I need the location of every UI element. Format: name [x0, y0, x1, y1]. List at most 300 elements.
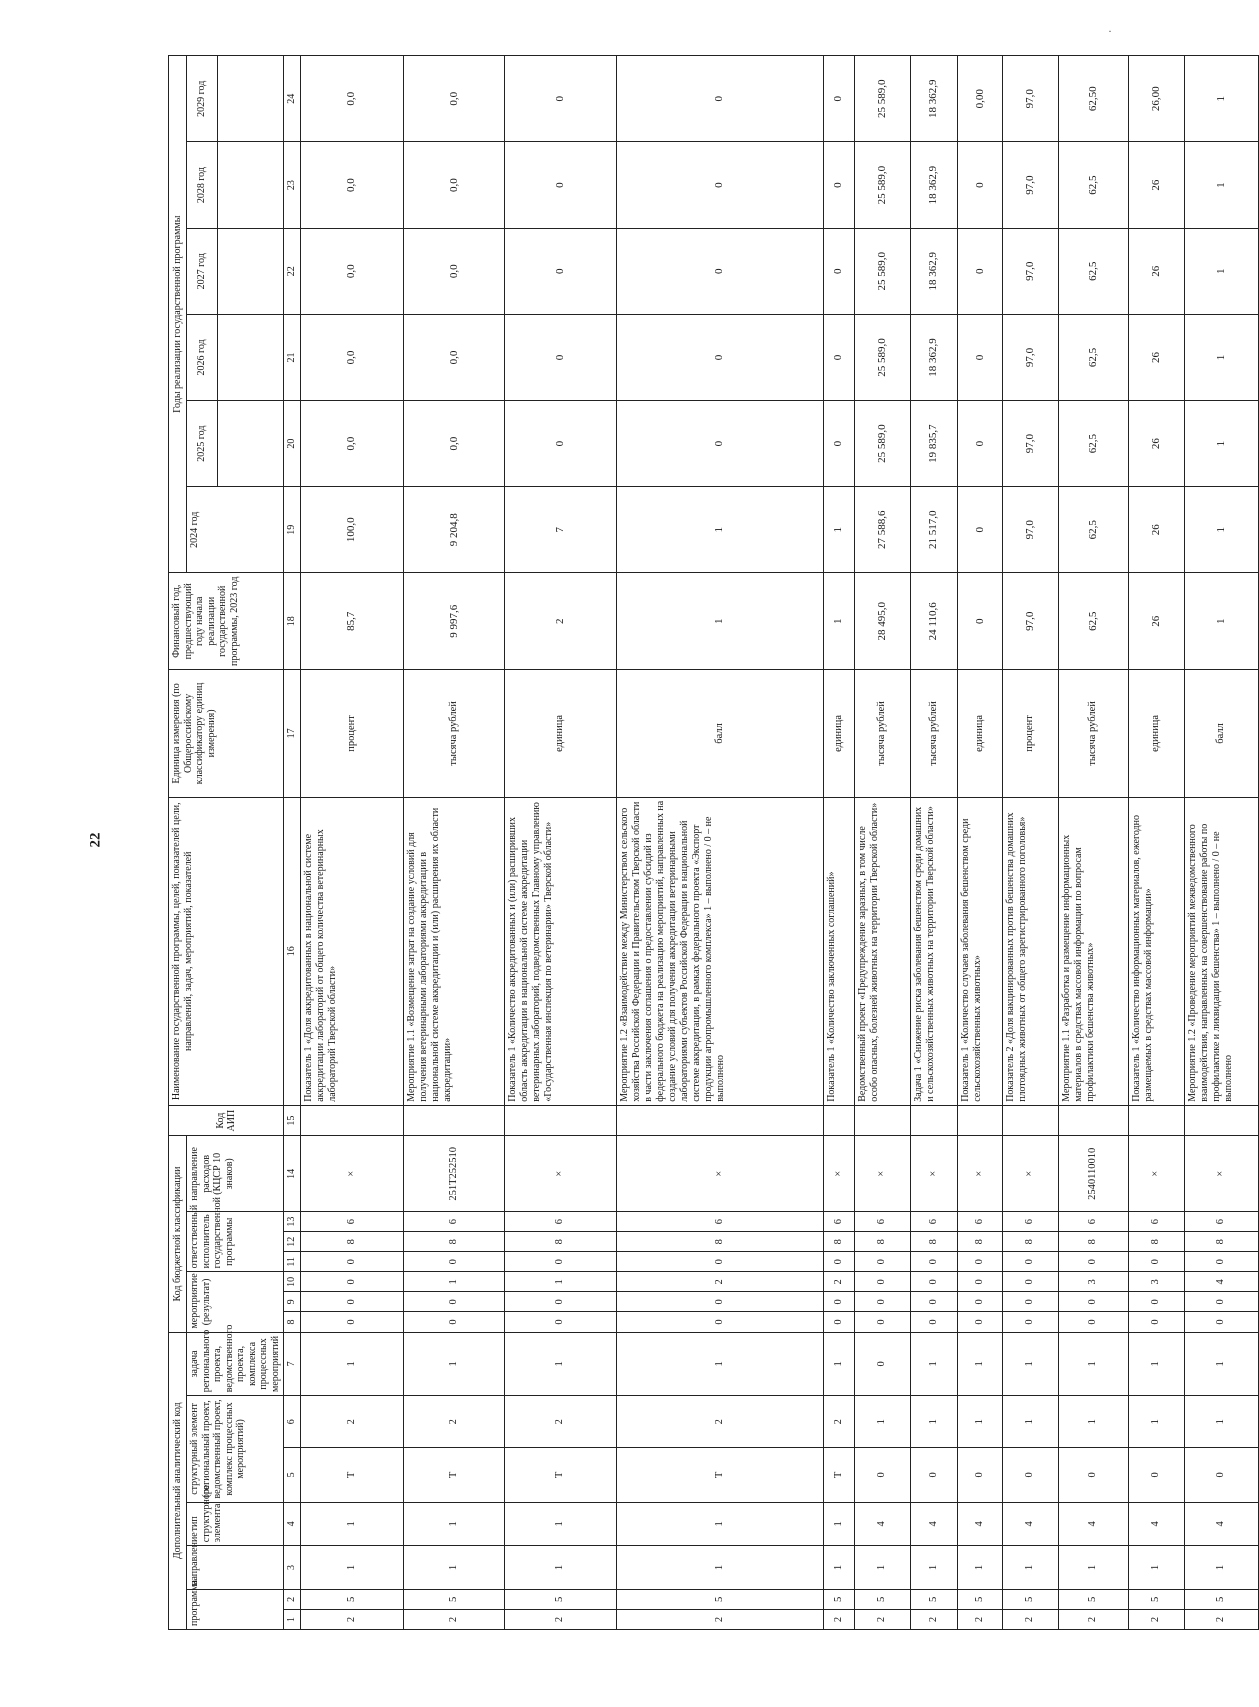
row-unit: тысяча рублей [404, 670, 505, 798]
code-cell: 2 [854, 1609, 910, 1629]
column-number: 20 [284, 401, 301, 487]
row-name: Показатель 1 «Количество случаев заболевания бешенством среди сельскохозяйственных животных» [958, 797, 1003, 1105]
code-cell: 8 [404, 1232, 505, 1252]
year-value-cell: 0 [616, 228, 823, 314]
code-cell [1002, 1105, 1058, 1136]
code-cell: 4 [1128, 1502, 1184, 1546]
year-value-cell: 0 [823, 228, 854, 314]
header-year-2028: 2028 год [187, 142, 218, 228]
table-row [823, 56, 854, 1630]
code-cell: 0 [958, 1252, 1003, 1272]
column-number: 2 [284, 1589, 301, 1609]
code-cell: 0 [958, 1312, 1003, 1332]
code-cell: 6 [300, 1212, 404, 1232]
header-direction: направление [187, 1546, 284, 1590]
code-cell: 1 [854, 1546, 910, 1590]
code-cell: 2 [823, 1272, 854, 1292]
code-cell: 0 [1128, 1252, 1184, 1272]
year-value-cell: 2 [504, 573, 616, 670]
code-cell: 0 [300, 1312, 404, 1332]
code-cell: 2 [616, 1272, 823, 1292]
code-cell: × [1184, 1136, 1258, 1212]
year-value-cell: 0 [504, 142, 616, 228]
year-value-cell: 27 588,6 [854, 487, 910, 573]
code-cell: 0 [616, 1292, 823, 1312]
row-name: Ведомственный проект «Предупреждение заразных, в том числе особо опасных, болезней животных на территории Тверской области» [854, 797, 910, 1105]
column-number: 9 [284, 1292, 301, 1312]
year-value-cell: 0 [823, 314, 854, 400]
year-value-cell: 26 [1128, 228, 1184, 314]
year-value-cell: 1 [823, 573, 854, 670]
year-value-cell: 1 [1184, 314, 1258, 400]
row-unit: тысяча рублей [854, 670, 910, 798]
row-name: Показатель 1 «Количество заключенных соглашений» [823, 797, 854, 1105]
code-cell: 2 [404, 1396, 505, 1448]
code-cell: 1 [958, 1546, 1003, 1590]
code-cell: 2540110010 [1058, 1136, 1128, 1212]
row-name: Показатель 2 «Доля вакцинированных против бешенства домашних плотоядных животных от общего зарегистрированного поголовья» [1002, 797, 1058, 1105]
header-budget-code: Код бюджетной классификации [169, 1136, 187, 1332]
code-cell: 0 [854, 1292, 910, 1312]
code-cell: 0 [404, 1312, 505, 1332]
year-value-cell: 62,5 [1058, 228, 1128, 314]
row-name: Мероприятие 1.1 «Разработка и размещение информационных материалов в средствах массовой информации по вопросам профилактики бешенства животных» [1058, 797, 1128, 1105]
code-cell: 0 [1058, 1252, 1128, 1272]
code-cell: 0 [823, 1312, 854, 1332]
code-cell: 0 [404, 1292, 505, 1312]
header-year-2024: 2024 год [187, 487, 284, 573]
code-cell: 1 [300, 1332, 404, 1396]
code-cell: 8 [1184, 1232, 1258, 1252]
header-struct-type: тип структурного элемента [187, 1502, 284, 1546]
code-cell: 0 [1128, 1312, 1184, 1332]
code-cell: 0 [1058, 1292, 1128, 1312]
row-unit: тысяча рублей [1058, 670, 1128, 798]
code-cell: 2 [404, 1609, 505, 1629]
row-name: Мероприятие 1.1 «Возмещение затрат на создание условий для получения ветеринарными лабораториями аккредитации в национальной системе аккредитации и (или) расширения их области аккредитации» [404, 797, 505, 1105]
code-cell: 1 [1002, 1396, 1058, 1448]
year-value-cell: 0 [504, 228, 616, 314]
table-row [1184, 56, 1258, 1630]
code-cell: 1 [1128, 1332, 1184, 1396]
code-cell [1128, 1105, 1184, 1136]
code-cell: 0 [1128, 1292, 1184, 1312]
code-cell: 5 [616, 1589, 823, 1609]
year-value-cell: 0,0 [404, 56, 505, 143]
code-cell: 8 [1128, 1232, 1184, 1252]
year-value-cell: 1 [823, 487, 854, 573]
column-number: 17 [284, 670, 301, 798]
code-cell: 0 [854, 1448, 910, 1502]
year-value-cell: 1 [616, 487, 823, 573]
code-cell: 5 [1002, 1589, 1058, 1609]
code-cell: Т [300, 1448, 404, 1502]
year-value-cell: 26 [1128, 142, 1184, 228]
code-cell: 5 [1058, 1589, 1128, 1609]
code-cell: 0 [910, 1252, 958, 1272]
year-value-cell: 0 [616, 56, 823, 143]
year-value-cell: 0 [958, 487, 1003, 573]
year-value-cell: 0,0 [300, 56, 404, 143]
year-value-cell: 21 517,0 [910, 487, 958, 573]
code-cell: 4 [1184, 1272, 1258, 1292]
code-cell: 6 [1184, 1212, 1258, 1232]
row-unit: балл [1184, 670, 1258, 798]
column-number: 1 [284, 1609, 301, 1629]
code-cell: 0 [823, 1252, 854, 1272]
code-cell: 2 [616, 1609, 823, 1629]
header-unit: Единица измерения (по Общероссийскому классификатору единиц измерения) [169, 670, 284, 798]
code-cell: 0 [1184, 1292, 1258, 1312]
row-unit: единица [1128, 670, 1184, 798]
year-value-cell: 97,0 [1002, 401, 1058, 487]
code-cell: 3 [1058, 1272, 1128, 1292]
code-cell: 5 [300, 1589, 404, 1609]
page-number: 22 [87, 832, 104, 848]
code-cell: 0 [404, 1252, 505, 1272]
code-cell: × [616, 1136, 823, 1212]
header-name: Наименование государственной программы, целей, показателей цели, направлений, задач, мероприятий, показателей [169, 797, 284, 1105]
year-value-cell: 0 [616, 401, 823, 487]
row-name: Мероприятие 1.2 «Взаимодействие между Министерством сельского хозяйства Российской Федерации и Правительством Тверской области в части заключения соглашения о предоставлении субсидий из федерального бюджета на реализацию мероприятий, направленных на создание условий для получения аккредитации ветеринарными лабораториями субъектов Российской Федерации в национальной системе аккредитации, в рамках федерального проекта «Экспорт продукции агропромышленного комплекса» 1 – выполнено / 0 – не выполнено [616, 797, 823, 1105]
code-cell: 8 [1058, 1232, 1128, 1252]
year-value-cell: 25 589,0 [854, 314, 910, 400]
column-number: 24 [284, 56, 301, 143]
header-executor: ответственный исполнитель государственной программы [187, 1212, 284, 1272]
column-number: 4 [284, 1502, 301, 1546]
code-cell: 2 [910, 1609, 958, 1629]
year-value-cell: 97,0 [1002, 56, 1058, 143]
column-number: 7 [284, 1332, 301, 1396]
year-value-cell: 1 [1184, 401, 1258, 487]
row-name: Мероприятие 1.2 «Проведение мероприятий межведомственного взаимодействия, направленных на совершенствование работы по профилактике и ликвидации бешенства» 1 – выполнено / 0 – не выполнено [1184, 797, 1258, 1105]
rotated-table-sheet [168, 55, 1234, 1630]
row-unit: единица [958, 670, 1003, 798]
year-value-cell: 62,5 [1058, 487, 1128, 573]
year-value-cell: 0 [958, 142, 1003, 228]
code-cell: 8 [1002, 1232, 1058, 1252]
code-cell: 8 [958, 1232, 1003, 1252]
code-cell: 0 [910, 1272, 958, 1292]
code-cell [616, 1105, 823, 1136]
code-cell: 5 [823, 1589, 854, 1609]
year-value-cell: 25 589,0 [854, 401, 910, 487]
year-value-cell: 1 [1184, 56, 1258, 143]
code-cell: × [854, 1136, 910, 1212]
code-cell: 1 [404, 1332, 505, 1396]
code-cell: 6 [823, 1212, 854, 1232]
header-expense-dir: направление расходов (КЦСР 10 знаков) [187, 1136, 284, 1212]
code-cell: Т [616, 1448, 823, 1502]
code-cell: 0 [1002, 1312, 1058, 1332]
column-number: 22 [284, 228, 301, 314]
code-cell: 0 [854, 1272, 910, 1292]
year-value-cell: 97,0 [1002, 314, 1058, 400]
code-cell: 0 [1002, 1252, 1058, 1272]
code-cell: × [504, 1136, 616, 1212]
code-cell: 4 [1058, 1502, 1128, 1546]
row-name: Показатель 1 «Количество информационных материалов, ежегодно размещаемых в средствах массовой информации» [1128, 797, 1184, 1105]
code-cell: 5 [1128, 1589, 1184, 1609]
year-value-cell: 24 110,6 [910, 573, 958, 670]
column-number: 11 [284, 1252, 301, 1272]
code-cell: 0 [910, 1292, 958, 1312]
code-cell: 0 [300, 1272, 404, 1292]
code-cell: 4 [958, 1502, 1003, 1546]
code-cell: 0 [1058, 1312, 1128, 1332]
year-value-cell: 28 495,0 [854, 573, 910, 670]
code-cell: 1 [854, 1396, 910, 1448]
year-value-cell: 0 [504, 56, 616, 143]
year-value-cell: 18 362,9 [910, 56, 958, 143]
year-value-cell: 19 835,7 [910, 401, 958, 487]
header-event: мероприятие (результат) [187, 1272, 284, 1332]
table-body [300, 56, 1259, 1630]
table-row [958, 56, 1003, 1630]
code-cell: 6 [1058, 1212, 1128, 1232]
table-row [300, 56, 404, 1630]
header-dop-code: Дополнительный аналитический код [169, 1332, 187, 1629]
code-cell: 8 [300, 1232, 404, 1252]
code-cell: 1 [300, 1546, 404, 1590]
code-cell: 1 [504, 1546, 616, 1590]
code-cell: 0 [1184, 1252, 1258, 1272]
code-cell: 1 [1184, 1546, 1258, 1590]
code-cell: 6 [1002, 1212, 1058, 1232]
year-value-cell: 0 [958, 401, 1003, 487]
year-value-cell: 25 589,0 [854, 228, 910, 314]
row-unit: единица [504, 670, 616, 798]
code-cell: 0 [910, 1312, 958, 1332]
code-cell: 8 [616, 1232, 823, 1252]
code-cell [1058, 1105, 1128, 1136]
code-cell: 1 [1128, 1546, 1184, 1590]
code-cell [1184, 1105, 1258, 1136]
row-unit: тысяча рублей [910, 670, 958, 798]
code-cell: 8 [854, 1232, 910, 1252]
column-number: 8 [284, 1312, 301, 1332]
code-cell: 1 [300, 1502, 404, 1546]
code-cell: 0 [300, 1292, 404, 1312]
year-value-cell: 26,00 [1128, 56, 1184, 143]
code-cell: 1 [823, 1332, 854, 1396]
code-cell: 0 [1002, 1448, 1058, 1502]
code-cell: 0 [1058, 1448, 1128, 1502]
code-cell: 0 [616, 1252, 823, 1272]
year-value-cell: 0,0 [404, 314, 505, 400]
year-value-cell: 18 362,9 [910, 228, 958, 314]
year-value-cell: 97,0 [1002, 228, 1058, 314]
code-cell: 4 [1184, 1502, 1258, 1546]
column-number: 10 [284, 1272, 301, 1292]
year-value-cell: 0,0 [300, 401, 404, 487]
code-cell: 1 [1128, 1396, 1184, 1448]
code-cell: 0 [1128, 1448, 1184, 1502]
column-number: 18 [284, 573, 301, 670]
code-cell: 0 [958, 1292, 1003, 1312]
header-struct-element: структурный элемент (региональный проект, ведомственный проект, комплекс процессных мероприятий) [187, 1396, 284, 1502]
year-value-cell: 85,7 [300, 573, 404, 670]
column-number: 21 [284, 314, 301, 400]
row-name: Показатель 1 «Количество аккредитованных и (или) расширивших область аккредитации в национальной системе аккредитации ветеринарных лабораторий, подведомственных Главному управлению «Государственная инспекция по ветеринарии» Тверской области» [504, 797, 616, 1105]
row-unit: единица [823, 670, 854, 798]
year-value-cell: 0,0 [300, 228, 404, 314]
header-years-group: Годы реализации государственной программы [169, 56, 187, 573]
year-value-cell: 0 [823, 56, 854, 143]
year-value-cell: 62,5 [1058, 142, 1128, 228]
code-cell: 0 [854, 1312, 910, 1332]
header-year-2027: 2027 год [187, 228, 218, 314]
year-value-cell: 26 [1128, 487, 1184, 573]
year-value-cell: 1 [1184, 573, 1258, 670]
code-cell: 0 [616, 1312, 823, 1332]
year-value-cell: 100,0 [300, 487, 404, 573]
year-value-cell: 0,0 [404, 228, 505, 314]
year-value-cell: 62,50 [1058, 56, 1128, 143]
column-number: 6 [284, 1396, 301, 1448]
year-value-cell: 0,0 [404, 401, 505, 487]
column-number: 3 [284, 1546, 301, 1590]
code-cell: Т [823, 1448, 854, 1502]
code-cell: 5 [910, 1589, 958, 1609]
row-unit: процент [300, 670, 404, 798]
code-cell: 5 [404, 1589, 505, 1609]
code-cell: 2 [1184, 1609, 1258, 1629]
year-value-cell: 7 [504, 487, 616, 573]
code-cell [300, 1105, 404, 1136]
code-cell: 6 [910, 1212, 958, 1232]
code-cell: 2 [1058, 1609, 1128, 1629]
column-number: 15 [284, 1105, 301, 1136]
code-cell: 2 [300, 1396, 404, 1448]
code-cell: 1 [504, 1502, 616, 1546]
code-cell: 5 [854, 1589, 910, 1609]
code-cell: 1 [616, 1546, 823, 1590]
code-cell [854, 1105, 910, 1136]
column-number: 12 [284, 1232, 301, 1252]
year-value-cell: 97,0 [1002, 142, 1058, 228]
year-value-cell: 0 [958, 573, 1003, 670]
year-value-cell: 62,5 [1058, 314, 1128, 400]
code-cell: 0 [504, 1252, 616, 1272]
code-cell: 0 [504, 1292, 616, 1312]
code-cell: 1 [504, 1332, 616, 1396]
code-cell [823, 1105, 854, 1136]
code-cell: 1 [910, 1546, 958, 1590]
year-value-cell: 25 589,0 [854, 56, 910, 143]
code-cell: 8 [910, 1232, 958, 1252]
code-cell: 2 [823, 1396, 854, 1448]
code-cell: 3 [1128, 1272, 1184, 1292]
code-cell: 1 [404, 1272, 505, 1292]
header-year-2025: 2025 год [187, 401, 218, 487]
header-aip-code: Код АИП [169, 1105, 284, 1136]
code-cell: 6 [854, 1212, 910, 1232]
code-cell: 6 [504, 1212, 616, 1232]
code-cell: 1 [616, 1332, 823, 1396]
column-number: 13 [284, 1212, 301, 1232]
scan-speck: · [1108, 24, 1112, 38]
code-cell: 2 [958, 1609, 1003, 1629]
code-cell: 0 [1184, 1448, 1258, 1502]
table-row [1128, 56, 1184, 1630]
code-cell [958, 1105, 1003, 1136]
code-cell: × [1002, 1136, 1058, 1212]
code-cell: 1 [504, 1272, 616, 1292]
code-cell: 1 [404, 1546, 505, 1590]
year-value-cell: 1 [1184, 228, 1258, 314]
code-cell: 0 [958, 1448, 1003, 1502]
code-cell: × [823, 1136, 854, 1212]
year-value-cell: 0 [504, 401, 616, 487]
code-cell: 6 [404, 1212, 505, 1232]
year-value-cell: 0 [958, 228, 1003, 314]
code-cell: 251Т252510 [404, 1136, 505, 1212]
year-value-cell: 1 [1184, 487, 1258, 573]
year-value-cell: 62,5 [1058, 401, 1128, 487]
year-value-cell: 1 [1184, 142, 1258, 228]
code-cell: 1 [1058, 1546, 1128, 1590]
code-cell: 2 [616, 1396, 823, 1448]
year-value-cell: 1 [616, 573, 823, 670]
code-cell: 2 [1002, 1609, 1058, 1629]
code-cell: 0 [854, 1252, 910, 1272]
code-cell: 1 [823, 1546, 854, 1590]
year-value-cell: 0 [616, 142, 823, 228]
code-cell: 0 [823, 1292, 854, 1312]
header-financial-year: Финансовый год, предшествующий году начала реализации государственной программы, 2023 год [169, 573, 284, 670]
column-number: 16 [284, 797, 301, 1105]
code-cell: 1 [910, 1332, 958, 1396]
code-cell: 1 [1002, 1332, 1058, 1396]
code-cell [504, 1105, 616, 1136]
code-cell [910, 1105, 958, 1136]
row-unit: балл [616, 670, 823, 798]
row-name: Показатель 1 «Доля аккредитованных в национальной системе аккредитации лабораторий от общего количества ветеринарных лабораторий Тверской области» [300, 797, 404, 1105]
code-cell: 1 [1002, 1546, 1058, 1590]
code-cell: 1 [1184, 1332, 1258, 1396]
code-cell: × [910, 1136, 958, 1212]
program-table [168, 55, 1259, 1630]
code-cell: 0 [300, 1252, 404, 1272]
code-cell: 1 [1184, 1396, 1258, 1448]
code-cell: 1 [823, 1502, 854, 1546]
code-cell: 0 [910, 1448, 958, 1502]
code-cell: 1 [910, 1396, 958, 1448]
code-cell: 0 [854, 1332, 910, 1396]
column-number: 5 [284, 1448, 301, 1502]
header-program: программа [187, 1589, 284, 1629]
code-cell: 1 [1058, 1396, 1128, 1448]
code-cell: 4 [1002, 1502, 1058, 1546]
year-value-cell: 26 [1128, 401, 1184, 487]
code-cell: 1 [958, 1332, 1003, 1396]
code-cell: 8 [504, 1232, 616, 1252]
year-value-cell: 0 [958, 314, 1003, 400]
code-cell: 2 [1128, 1609, 1184, 1629]
code-cell: 2 [504, 1396, 616, 1448]
code-cell: 5 [1184, 1589, 1258, 1609]
code-cell: 5 [504, 1589, 616, 1609]
year-value-cell: 0,0 [404, 142, 505, 228]
table-row [504, 56, 616, 1630]
table-row [854, 56, 910, 1630]
code-cell: 8 [823, 1232, 854, 1252]
code-cell: 0 [504, 1312, 616, 1332]
table-row [616, 56, 823, 1630]
year-value-cell: 97,0 [1002, 573, 1058, 670]
row-name: Задача 1 «Снижение риска заболевания бешенством среди домашних и сельскохозяйственных животных на территории Тверской области» [910, 797, 958, 1105]
